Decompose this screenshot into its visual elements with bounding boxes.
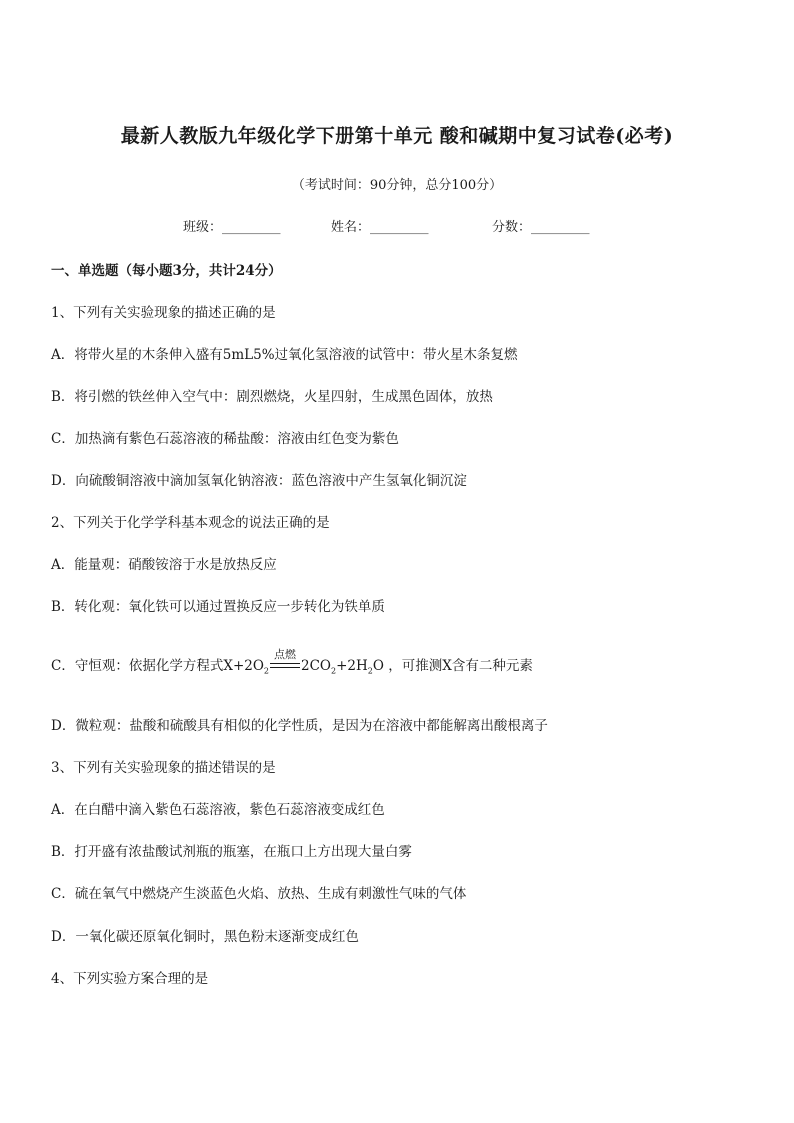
page-title: 最新人教版九年级化学下册第十单元 酸和碱期中复习试卷(必考) — [120, 125, 674, 147]
question-3-option-c: C．硫在氧气中燃烧产生淡蓝色火焰、放热、生成有刺激性气味的气体 — [51, 886, 467, 902]
question-3-stem: 3、下列有关实验现象的描述错误的是 — [51, 760, 276, 776]
reaction-arrow: 点燃 — [270, 660, 300, 674]
question-4-stem: 4、下列实验方案合理的是 — [51, 971, 209, 987]
question-3-option-b: B．打开盛有浓盐酸试剂瓶的瓶塞，在瓶口上方出现大量白雾 — [51, 844, 412, 860]
question-2-option-b: B．转化观：氧化铁可以通过置换反应一步转化为铁单质 — [51, 599, 385, 615]
name-field[interactable]: 姓名：_________ — [331, 220, 429, 235]
score-field[interactable]: 分数：_________ — [492, 220, 590, 235]
question-1-option-a: A．将带火星的木条伸入盛有5mL5%过氧化氢溶液的试管中：带火星木条复燃 — [51, 347, 518, 363]
class-field[interactable]: 班级：_________ — [183, 220, 281, 235]
question-2-option-c: C．守恒观：依据化学方程式$X+2O_2$ 点燃 $2CO_2+2H_2O$ ，可推测X含有二种元素 — [51, 647, 533, 676]
question-2-option-a: A．能量观：硝酸铵溶于水是放热反应 — [51, 557, 277, 573]
question-3-option-a: A．在白醋中滴入紫色石蕊溶液，紫色石蕊溶液变成红色 — [51, 802, 385, 818]
question-2-option-d: D．微粒观：盐酸和硫酸具有相似的化学性质，是因为在溶液中都能解离出酸根离子 — [51, 718, 548, 734]
question-1-option-d: D．向硫酸铜溶液中滴加氢氧化钠溶液：蓝色溶液中产生氢氧化铜沉淀 — [51, 473, 467, 489]
question-1-stem: 1、下列有关实验现象的描述正确的是 — [51, 305, 276, 321]
question-2-stem: 2、下列关于化学学科基本观念的说法正确的是 — [51, 515, 330, 531]
question-3-option-d: D．一氧化碳还原氧化铜时，黑色粉末逐渐变成红色 — [51, 929, 359, 945]
section-heading: 一、单选题（每小题3分，共计24分） — [51, 263, 282, 279]
question-1-option-c: C．加热滴有紫色石蕊溶液的稀盐酸：溶液由红色变为紫色 — [51, 431, 399, 447]
exam-info: （考试时间：90分钟，总分100分） — [291, 178, 503, 193]
question-1-option-b: B．将引燃的铁丝伸入空气中：剧烈燃烧，火星四射，生成黑色固体，放热 — [51, 389, 493, 405]
